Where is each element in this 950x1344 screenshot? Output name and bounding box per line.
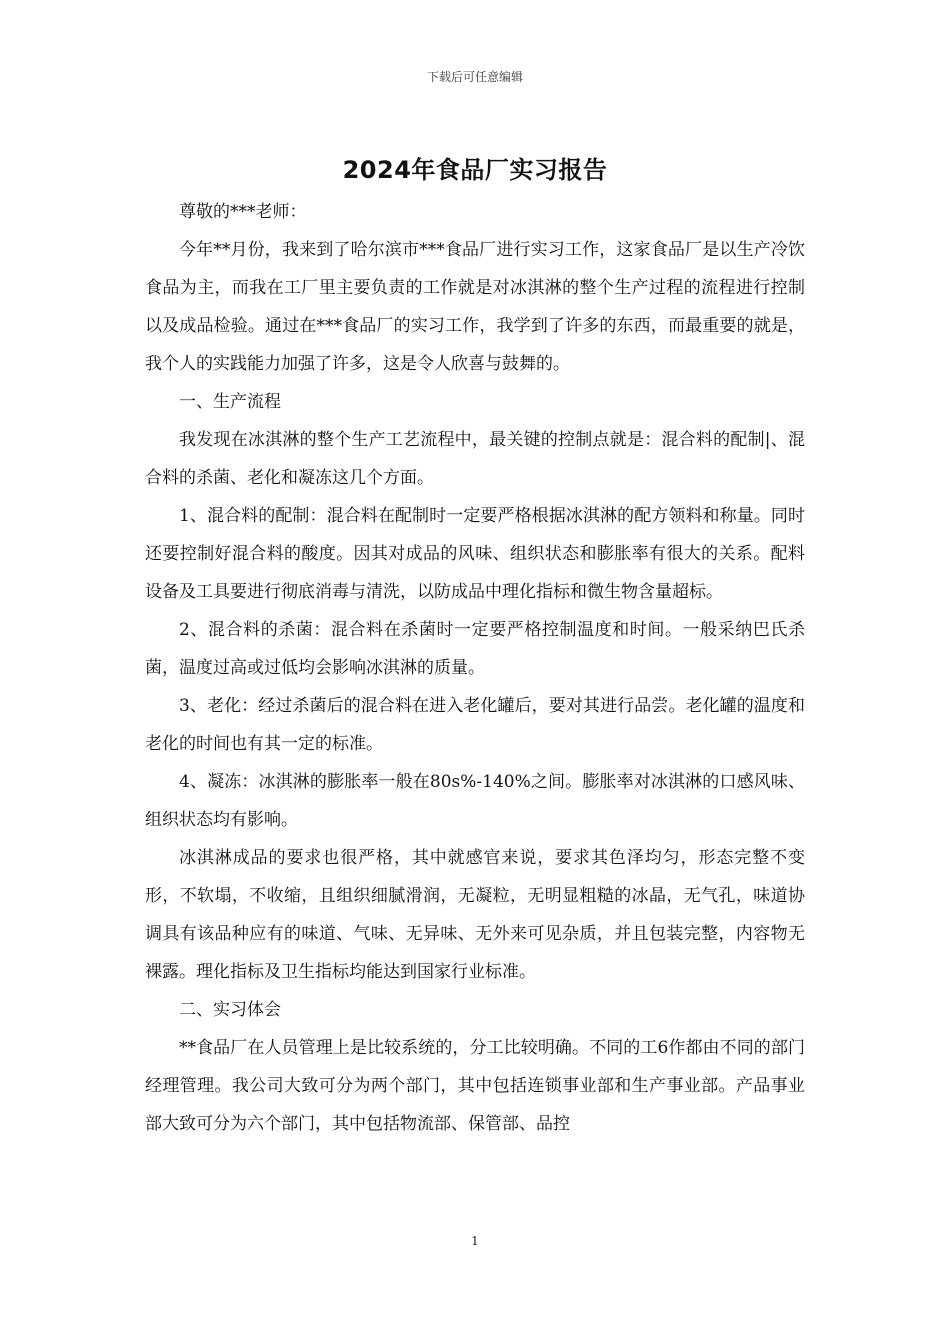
paragraph-sterilization: 2、混合料的杀菌：混合料在杀菌时一定要严格控制温度和时间。一般采纳巴氏杀菌，温度过高或过低均会影响冰淇淋的质量。 [145, 620, 805, 678]
section-heading-experience: 二、实习体会 [179, 1000, 281, 1020]
page-header-note: 下载后可任意编辑 [426, 70, 523, 84]
section-heading-production: 一、生产流程 [179, 392, 281, 412]
document-title: 2024年食品厂实习报告 [342, 156, 608, 184]
page-number: 1 [471, 1234, 479, 1248]
paragraph-key-control-points: 我发现在冰淇淋的整个生产工艺流程中，最关键的控制点就是：混合料的配制|、混合料的杀菌、老化和凝冻这几个方面。 [145, 430, 805, 488]
document-body [145, 193, 805, 1143]
paragraph-mixing: 1、混合料的配制：混合料在配制时一定要严格根据冰淇淋的配方领料和称量。同时还要控制好混合料的酸度。因其对成品的风味、组织状态和膨胀率有很大的关系。配料设备及工具要进行彻底消毒与清洗，以防成品中理化指标和微生物含量超标。 [145, 506, 805, 602]
salutation: 尊敬的***老师： [179, 202, 307, 222]
paragraph-management: **食品厂在人员管理上是比较系统的，分工比较明确。不同的工6作都由不同的部门经理管理。我公司大致可分为两个部门，其中包括连锁事业部和生产事业部。产品事业部大致可分为六个部门，其中包括物流部、保管部、品控 [145, 1038, 805, 1134]
paragraph-aging: 3、老化：经过杀菌后的混合料在进入老化罐后，要对其进行品尝。老化罐的温度和老化的时间也有其一定的标准。 [145, 696, 805, 754]
paragraph-freezing: 4、凝冻：冰淇淋的膨胀率一般在80s%-140%之间。膨胀率对冰淇淋的口感风味、组织状态均有影响。 [145, 772, 805, 830]
paragraph-intro: 今年**月份，我来到了哈尔滨市***食品厂进行实习工作，这家食品厂是以生产冷饮食品为主，而我在工厂里主要负责的工作就是对冰淇淋的整个生产过程的流程进行控制以及成品检验。通过在***食品厂的实习工作，我学到了许多的东西，而最重要的就是，我个人的实践能力加强了许多，这是令人欣喜与鼓舞的。 [145, 240, 805, 374]
paragraph-product-requirements: 冰淇淋成品的要求也很严格，其中就感官来说，要求其色泽均匀，形态完整不变形，不软塌，不收缩，且组织细腻滑润，无凝粒，无明显粗糙的冰晶，无气孔，味道协调具有该品种应有的味道、气味、无异味、无外来可见杂质，并且包装完整，内容物无裸露。理化指标及卫生指标均能达到国家行业标准。 [145, 848, 805, 982]
